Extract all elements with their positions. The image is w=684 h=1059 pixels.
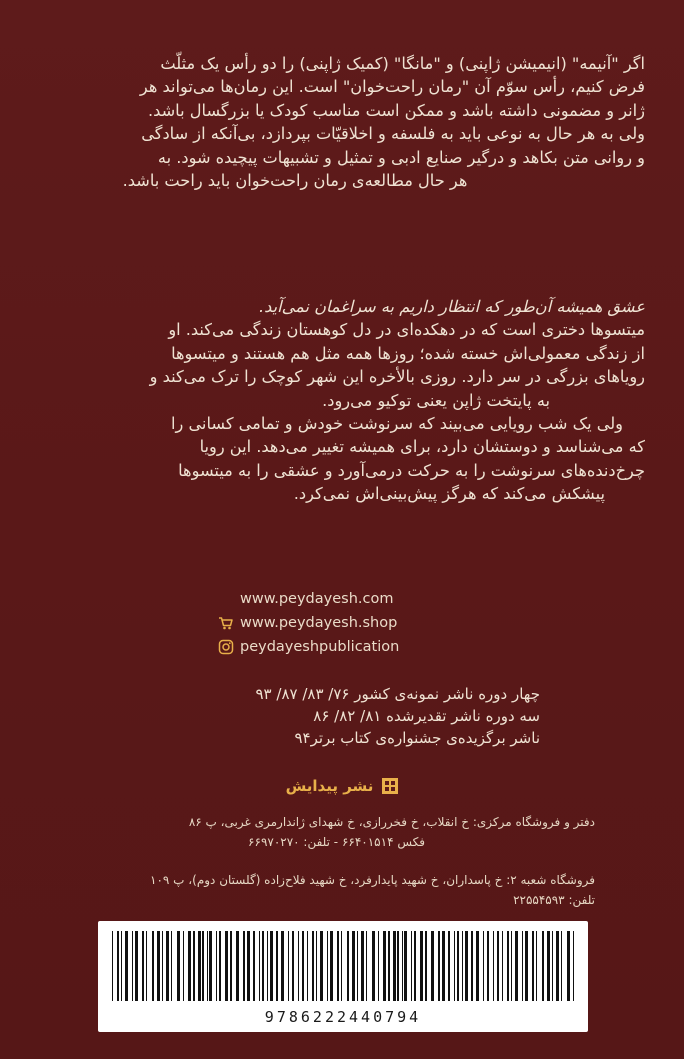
instagram-icon [218, 639, 234, 655]
barcode-bar [298, 931, 299, 1001]
barcode-bar [556, 931, 559, 1001]
barcode-bar [337, 931, 339, 1001]
barcode-bar [132, 931, 133, 1001]
barcode-bar [511, 931, 512, 1001]
barcode-bar [462, 931, 463, 1001]
barcode-bar [502, 931, 503, 1001]
story-line: به پایتخت ژاپن یعنی توکیو می‌رود. [322, 390, 550, 410]
barcode-bar [193, 931, 195, 1001]
barcode-bar [357, 931, 358, 1001]
award-line: چهار دوره ناشر نمونه‌ی کشور ۷۶/ ۸۳/ ۸۷/ ۹۳ [255, 685, 540, 703]
barcode-bar [567, 931, 570, 1001]
barcode-bar [146, 931, 147, 1001]
barcode-bar [573, 931, 574, 1001]
barcode-bar [225, 931, 228, 1001]
barcode-bar [542, 931, 544, 1001]
barcode-bar [219, 931, 221, 1001]
intro-line: فرض کنیم، رأس سوّم آن "رمان راحت‌خوان" است. این رمان‌ها می‌تواند هر [139, 77, 645, 97]
barcode-bar [515, 931, 518, 1001]
intro-line: هر حال مطالعه‌ی رمان راحت‌خوان باید راحت باشد. [122, 171, 468, 191]
barcode-bar [135, 931, 138, 1001]
barcode-bar [162, 931, 163, 1001]
spacer-icon [218, 591, 234, 607]
barcode-bar [457, 931, 459, 1001]
story-paragraph [40, 295, 645, 506]
barcode-bar [532, 931, 534, 1001]
barcode-bar [397, 931, 399, 1001]
barcode-bar [372, 931, 375, 1001]
barcode-bar [483, 931, 484, 1001]
barcode-bar [561, 931, 562, 1001]
barcode-bar [171, 931, 172, 1001]
publisher-name: نشر پیدایش [285, 777, 374, 795]
story-line: میتسوها دختری است که در دهکده‌ای در دل کوهستان زندگی می‌کند. او [168, 320, 645, 340]
barcode-bar [404, 931, 407, 1001]
publisher-logo-icon [381, 777, 399, 795]
barcode-bar [247, 931, 250, 1001]
isbn-number: 9786222440794 [264, 1008, 422, 1026]
branch-store-address [95, 870, 595, 910]
barcode-bar [292, 931, 294, 1001]
barcode-bar [388, 931, 390, 1001]
barcode-bar [216, 931, 217, 1001]
story-line: چرخ‌دنده‌های سرنوشت را به حرکت درمی‌آورد و عشقی را به میتسوها [178, 460, 645, 480]
barcode-bar [425, 931, 427, 1001]
instagram-link-row[interactable] [218, 635, 478, 659]
intro-line: و روانی متن بکاهد و درگیر صنایع ادبی و تمثیل و تشبیهات پیچیده شود. به [157, 147, 645, 167]
publisher-links [218, 587, 478, 659]
barcode-bar [166, 931, 169, 1001]
barcode-bar [281, 931, 284, 1001]
barcode-bar [393, 931, 396, 1001]
address-phone: فکس ۶۶۴۰۱۵۱۴ - تلفن: ۶۶۹۷۰۲۷۰ [248, 835, 425, 849]
barcode-bar [209, 931, 212, 1001]
cart-icon [218, 615, 234, 631]
barcode-bar [442, 931, 445, 1001]
barcode-bar [552, 931, 553, 1001]
barcode-bar [454, 931, 455, 1001]
address-line: دفتر و فروشگاه مرکزی: خ انقلاب، خ فخررازی، خ شهدای ژاندارمری غربی، پ ۸۶ [188, 815, 595, 829]
barcode-bar [117, 931, 119, 1001]
barcode-bar [177, 931, 180, 1001]
award-line: سه دوره ناشر تقدیرشده ۸۱/ ۸۲/ ۸۶ [313, 707, 540, 725]
barcode-bar [262, 931, 264, 1001]
barcode-bar [230, 931, 232, 1001]
barcode-bar [183, 931, 184, 1001]
story-line: ولی یک شب رویایی می‌بیند که سرنوشت خودش و تمامی کسانی را [170, 414, 623, 434]
barcode-bar [431, 931, 434, 1001]
barcode-bar [259, 931, 260, 1001]
barcode-bars [112, 931, 574, 1001]
barcode-bar [270, 931, 273, 1001]
barcode-bar [152, 931, 154, 1001]
intro-paragraph [40, 52, 645, 192]
barcode-bar [383, 931, 386, 1001]
main-store-address [95, 812, 595, 852]
barcode-bar [487, 931, 489, 1001]
barcode-bar [476, 931, 479, 1001]
barcode-bar [522, 931, 523, 1001]
barcode-bar [448, 931, 450, 1001]
barcode-bar [320, 931, 323, 1001]
barcode-bar [236, 931, 239, 1001]
shop-link[interactable]: www.peydayesh.shop [240, 615, 398, 631]
barcode-bar [525, 931, 528, 1001]
barcode-bar [157, 931, 160, 1001]
address-phone: تلفن: ۲۲۵۵۴۵۹۳ [513, 893, 595, 907]
barcode-bar [378, 931, 379, 1001]
barcode-bar [207, 931, 208, 1001]
intro-line: اگر "آنیمه" (انیمیشن ژاپنی) و "مانگا" (کمیک ژاپنی) را دو رأس یک مثلّث [160, 54, 645, 73]
barcode-bar [411, 931, 412, 1001]
barcode [98, 921, 588, 1032]
barcode-bar [243, 931, 245, 1001]
barcode-bar [198, 931, 201, 1001]
barcode-bar [202, 931, 204, 1001]
barcode-bar [188, 931, 191, 1001]
website-link-row[interactable] [218, 587, 478, 611]
story-tagline: عشق همیشه آن‌طور که انتظار داریم به سراغمان نمی‌آید. [258, 297, 645, 316]
award-line: ناشر برگزیده‌ی جشنواره‌ی کتاب برتر۹۴ [294, 729, 540, 747]
barcode-bar [497, 931, 499, 1001]
barcode-bar [366, 931, 367, 1001]
barcode-bar [267, 931, 268, 1001]
barcode-bar [302, 931, 304, 1001]
barcode-bar [327, 931, 328, 1001]
barcode-bar [402, 931, 403, 1001]
barcode-bar [276, 931, 278, 1001]
story-line: پیشکش می‌کند که هرگز پیش‌بینی‌اش نمی‌کرد. [293, 484, 605, 504]
barcode-bar [112, 931, 113, 1001]
barcode-bar [414, 931, 416, 1001]
barcode-bar [121, 931, 122, 1001]
barcode-bar [493, 931, 494, 1001]
barcode-bar [547, 931, 550, 1001]
barcode-bar [465, 931, 468, 1001]
barcode-bar [312, 931, 314, 1001]
barcode-bar [253, 931, 255, 1001]
barcode-bar [330, 931, 333, 1001]
barcode-bar [142, 931, 144, 1001]
barcode-bar [347, 931, 349, 1001]
shop-link-row[interactable] [218, 611, 478, 635]
story-line: از زندگی معمولی‌اش خسته شده؛ روزها همه مثل هم هستند و میتسوها [171, 343, 645, 363]
barcode-bar [507, 931, 509, 1001]
barcode-bar [352, 931, 355, 1001]
story-line: رویاهای بزرگی در سر دارد. روزی بالأخره این شهر کوچک را ترک می‌کند و [149, 367, 645, 387]
barcode-bar [361, 931, 364, 1001]
publisher-awards [150, 683, 540, 749]
intro-line: ولی به هر حال به نوعی باید به فلسفه و اخلاقیّات بپردازد، بی‌آنکه از سادگی [141, 124, 645, 144]
publisher-brand [250, 772, 435, 800]
instagram-link[interactable]: peydayeshpublication [240, 639, 400, 655]
intro-line: ژانر و مضمونی داشته باشد و ممکن است مناسب کودک یا بزرگسال باشد. [147, 100, 645, 120]
barcode-bar [420, 931, 423, 1001]
barcode-bar [125, 931, 128, 1001]
barcode-bar [438, 931, 440, 1001]
barcode-bar [316, 931, 317, 1001]
barcode-bar [471, 931, 473, 1001]
website-link[interactable]: www.peydayesh.com [240, 591, 394, 607]
story-line: که می‌شناسد و دوستشان دارد، برای همیشه تغییر می‌دهد. این رویا [199, 437, 645, 457]
barcode-bar [288, 931, 289, 1001]
address-line: فروشگاه شعبه ۲: خ پاسداران، خ شهید پایدارفرد، خ شهید فلاح‌زاده (گلستان دوم)، پ ۱۰۹ [150, 873, 595, 887]
barcode-bar [536, 931, 537, 1001]
barcode-bar [341, 931, 342, 1001]
barcode-bar [307, 931, 308, 1001]
